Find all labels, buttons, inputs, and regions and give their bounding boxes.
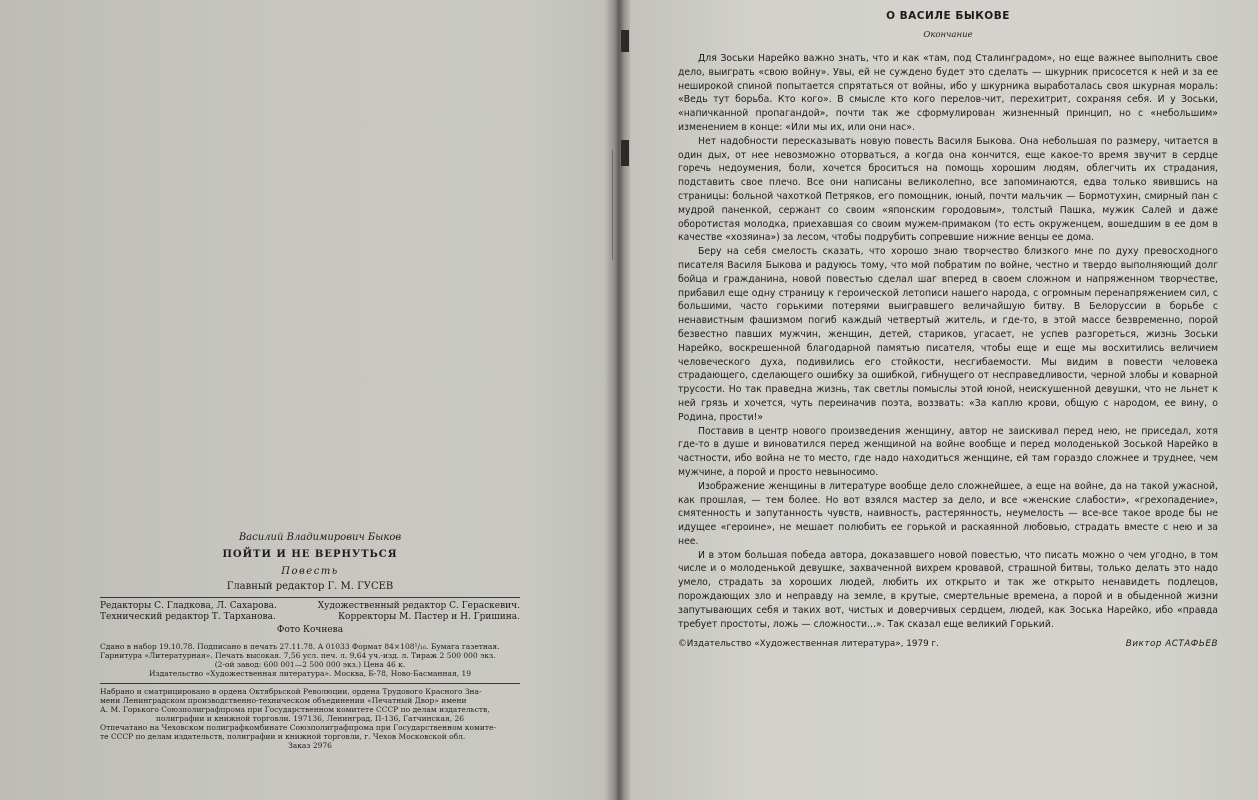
printing-line: полиграфии и книжной торговли. 197136, Ленинград, П-136, Гатчинская, 26 <box>155 714 465 723</box>
printing-house <box>100 687 520 750</box>
left-page <box>0 0 618 800</box>
print-info-line: Сдано в набор 19.10.78. Подписано в печать 27.11.78. А 01033 Формат 84×108¹/₁₆. Бумага газетная. <box>100 642 500 651</box>
binding-staple <box>621 30 629 52</box>
colophon <box>100 532 520 750</box>
article-footer <box>678 639 1218 649</box>
print-info-line: Издательство «Художественная литература». Москва, Б-78, Ново-Басманная, 19 <box>148 669 472 678</box>
paragraph: Поставив в центр нового произведения женщину, автор не заискивал перед нею, не приседал, хотя где-то в душе и виноватился перед женщиной на войне вообще и перед молоденькой Зоськой Нарейко в частности, ибо война не то место, где надо находиться женщине, ей там гораздо сложнее и труднее, чем мужчине, а порой и просто невыносимо. <box>678 425 1218 478</box>
paragraph: Изображение женщины в литературе вообще дело сложнейшее, а еще на войне, да на такой ужасной, как прошлая, — тем более. Но вот взялся мастер за дело, и все «женские слабости», «грехопадение», смятенность и запутанность чувств, наивность, растерянность, неумелость — все-все такое вроде бы не идущее «героине», не мешает полюбить ее горькой и раскаянной любовью, страдать вместе с нею и за нее. <box>678 480 1218 547</box>
printing-line: А. М. Горького Союзполиграфпрома при Государственном комитете СССР по делам издательств, <box>100 705 490 714</box>
book-title: ПОЙТИ И НЕ ВЕРНУТЬСЯ <box>222 549 398 560</box>
printing-line: Набрано и сматрицировано в ордена Октябрьской Революции, ордена Трудового Красного Зна- <box>100 687 482 696</box>
printing-line: те СССР по делам издательств, полиграфии и книжной торговли, г. Чехов Московской обл. <box>100 732 466 741</box>
author-full-name: Василий Владимирович Быков <box>238 532 402 543</box>
paragraph: Беру на себя смелость сказать, что хорошо знаю творчество близкого мне по духу превосходного писателя Василя Быкова и радуюсь тому, что мой побратим по войне, честно и твердо выполняющий долг бойца и гражданина, новой повестью сделал шаг вперед в своем сложном и напряженном творчестве, прибавил еще одну страницу к героической летописи нашего народа, с огромным перенапряжением сил, с большими, часто горькими потерями выигравшего величайшую битву. В Белоруссии в борьбе с ненавистным фашизмом погиб каждый четвертый житель, и где-то, в этой массе безвременно, порой безвестно павших мужчин, женщин, детей, стариков, угасает, не успев разгореться, жизнь Зоськи Нарейко, воскрешенной благодарной памятью писателя, чтобы еще и еще мы восхитились величием человеческого духа, подивились его стойкости, несгибаемости. Мы видим в повести человека страдающего, сделающего ошибку за ошибкой, гибнущего от несправедливости, черной злобы и коварной трусости. Но так праведна жизнь, так светлы помыслы этой юной, неискушенной девушки, что не льнет к ней грязь и хочется, чуть переиначив поэта, воззвать: «За каплю крови, общую с народом, ее вину, о Родина, прости!» <box>678 246 1218 423</box>
right-page <box>630 0 1258 800</box>
article <box>678 10 1218 649</box>
copyright-notice: ©Издательство «Художественная литература», 1979 г. <box>678 639 939 650</box>
article-subtitle: Окончание <box>923 30 973 40</box>
chief-editor: Главный редактор Г. М. ГУСЕВ <box>226 581 394 592</box>
paragraph: Для Зоськи Нарейко важно знать, что и как «там, под Сталинградом», но еще важнее выполнить свое дело, выиграть «свою войну». Увы, ей не суждено будет это сделать — шкурник присосется к ней и за ее неширокой спиной попытается спрятаться от войны, ибо у шкурника выработалась своя шкурная мораль: «Ведь тут борьба. Кто кого». В смысле кто кого перелов-чит, перехитрит, сохраняя себя. И у Зоськи, «напичканной пропагандой», почти так же сформулирован жизненный принцип, но с «небольшим» изменением в конце: «Или мы их, или они нас». <box>678 53 1218 133</box>
divider <box>100 683 520 684</box>
article-title: О ВАСИЛЕ БЫКОВЕ <box>886 10 1010 22</box>
printing-line: Отпечатано на Чеховском полиграфкомбинате Союзполиграфпрома при Государственном комите- <box>100 723 496 732</box>
editors-left-1: Редакторы С. Гладкова, Л. Сахарова. <box>100 601 277 611</box>
editors-left-2: Технический редактор Т. Тарханова. <box>100 612 276 622</box>
print-info-line: (2-ой завод: 600 001—2 500 000 экз.) Цена 46 к. <box>214 660 406 669</box>
printing-line: мени Ленинградском производственно-техническом объединении «Печатный Двор» имени <box>100 696 467 705</box>
paragraph: И в этом большая победа автора, доказавшего новой повестью, что писать можно о чем угодно, в том числе и о молоденькой девушке, захваченной вихрем кровавой, страшной битвы, только делать это надо умело, страдать за хороших людей, любить их открыто и так же открыто ненавидеть подлецов, порождающих зло и неправду на земле, в крутые, смертельные времена, а порой и в обыденной жизни запутывающих себя и таких вот, чистых и доверчивых сердцем, людей, как Зоська Нарейко, ибо «правда требует простоты, ложь — сложности...». Так сказал еще великий Горький. <box>678 549 1218 630</box>
editors-right-1: Художественный редактор С. Гераскевич. <box>317 601 520 611</box>
editors-row-2 <box>100 612 520 623</box>
author-signature: Виктор АСТАФЬЕВ <box>1125 639 1218 650</box>
print-info <box>100 642 520 678</box>
paragraph: Нет надобности пересказывать новую повесть Василя Быкова. Она небольшая по размеру, читается в один дых, от нее невозможно оторваться, а когда она кончится, еще какое-то время звучит в сердце горечь недоумения, боли, хочется броситься на помощь хорошим людям, облегчить их страдания, подставить свое плечо. Все они написаны великолепно, все запоминаются, едва только явившись на страницы: больной чахоткой Петряков, его помощник, юный, почти мальчик — Бормотухин, смирный пан с мудрой паненкой, сержант со своим «японским городовым», толстый Пашка, мужик Салей и даже оборотистая молодка, приехавшая со своим мужем-примаком (то есть окруженцем, вошедшим в ее дом в качестве «хозяина») за лесом, чтобы подрубить сопревшие нижние венцы ее дома. <box>678 135 1218 244</box>
article-body <box>678 52 1218 631</box>
editors-right-2: Корректоры М. Пастер и Н. Гришина. <box>338 612 520 622</box>
binding-thread <box>612 150 615 260</box>
editors-row-1 <box>100 601 520 612</box>
divider <box>100 597 520 598</box>
binding-staple <box>621 140 629 166</box>
print-info-line: Гарнитура «Литературная». Печать высокая. 7,56 усл. печ. л. 9,64 уч.-изд. л. Тираж 2 500 000 экз. <box>100 651 496 660</box>
order-number: Заказ 2976 <box>288 741 332 750</box>
photo-credit: Фото Кочнева <box>276 625 344 635</box>
genre-label: Повесть <box>281 566 339 577</box>
